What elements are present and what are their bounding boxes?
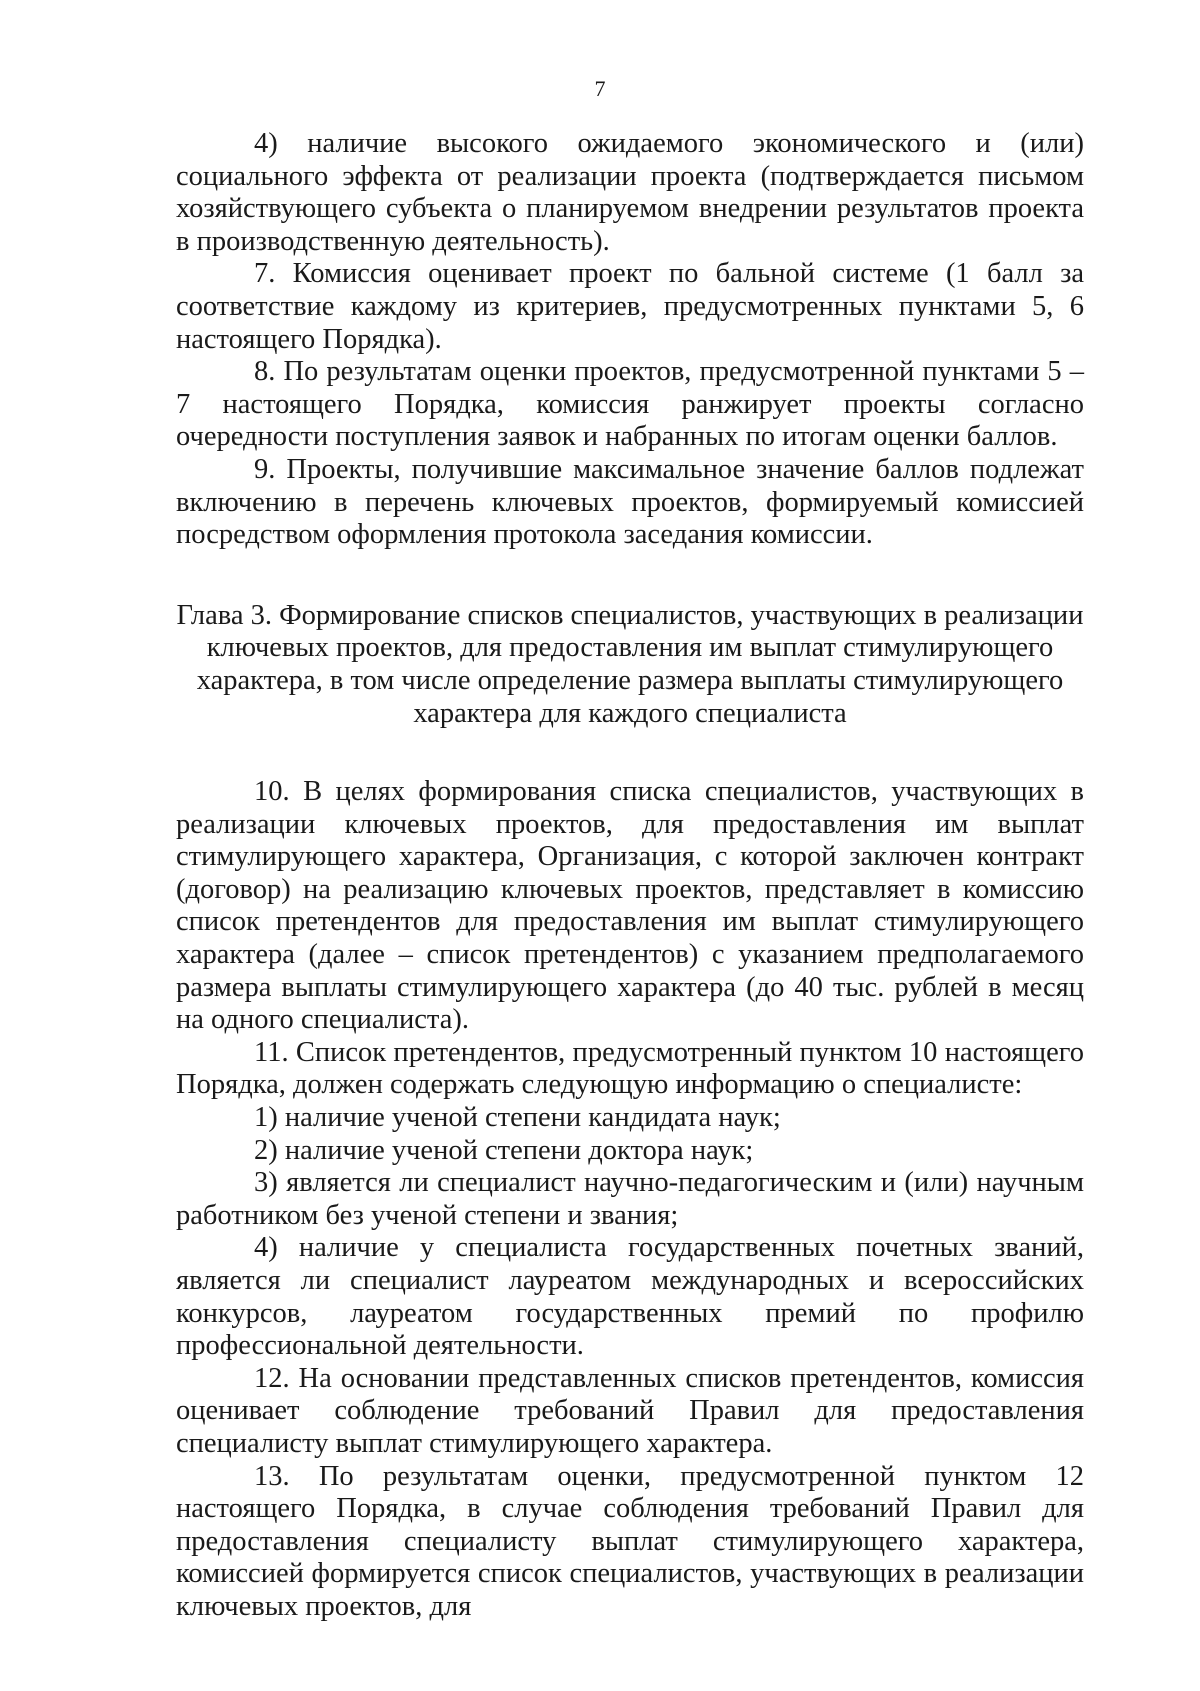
chapter-heading: Глава 3. Формирование списков специалистов, участвующих в реализации ключевых проектов, для предоставления им выплат стимулирующего характера, в том числе определение размера выплаты стимулирующего характера для каждого специалиста <box>176 599 1084 729</box>
paragraph-11: 11. Список претендентов, предусмотренный пунктом 10 настоящего Порядка, должен содержать следующую информацию о специалисте: <box>176 1036 1084 1101</box>
paragraph-13: 13. По результатам оценки, предусмотренной пунктом 12 настоящего Порядка, в случае соблюдения требований Правил для предоставления специалисту выплат стимулирующего характера, комиссией формируется список специалистов, участвующих в реализации ключевых проектов, для <box>176 1460 1084 1622</box>
paragraph-9: 9. Проекты, получившие максимальное значение баллов подлежат включению в перечень ключевых проектов, формируемый комиссией посредством оформления протокола заседания комиссии. <box>176 453 1084 551</box>
list-item-2: 2) наличие ученой степени доктора наук; <box>254 1134 754 1166</box>
list-item-3: 3) является ли специалист научно-педагогическим и (или) научным работником без ученой степени и звания; <box>176 1167 1084 1231</box>
document-body <box>176 128 1084 1624</box>
paragraph-7: 7. Комиссия оценивает проект по бальной системе (1 балл за соответствие каждому из критериев, предусмотренных пунктами 5, 6 настоящего Порядка). <box>176 258 1084 355</box>
page-number: 7 <box>594 76 606 101</box>
paragraph-12: 12. На основании представленных списков претендентов, комиссия оценивает соблюдение требований Правил для предоставления специалисту выплат стимулирующего характера. <box>176 1362 1084 1459</box>
paragraph-8: 8. По результатам оценки проектов, предусмотренной пунктами 5 – 7 настоящего Порядка, комиссия ранжирует проекты согласно очередности поступления заявок и набранных по итогам оценки баллов. <box>176 356 1084 453</box>
list-item-4: 4) наличие у специалиста государственных почетных званий, является ли специалист лауреатом международных и всероссийских конкурсов, лауреатом государственных премий по профилю профессиональной деятельности. <box>176 1232 1084 1362</box>
paragraph-item-4: 4) наличие высокого ожидаемого экономического и (или) социального эффекта от реализации проекта (подтверждается письмом хозяйствующего субъекта о планируемом внедрении результатов проекта в производственную деятельность). <box>176 128 1084 257</box>
paragraph-10: 10. В целях формирования списка специалистов, участвующих в реализации ключевых проектов, для предоставления им выплат стимулирующего характера, Организация, с которой заключен контракт (договор) на реализацию ключевых проектов, представляет в комиссию список претендентов для предоставления им выплат стимулирующего характера (далее – список претендентов) с указанием предполагаемого размера выплаты стимулирующего характера (до 40 тыс. рублей в месяц на одного специалиста). <box>176 776 1084 1036</box>
list-item-1: 1) наличие ученой степени кандидата наук; <box>254 1102 781 1134</box>
